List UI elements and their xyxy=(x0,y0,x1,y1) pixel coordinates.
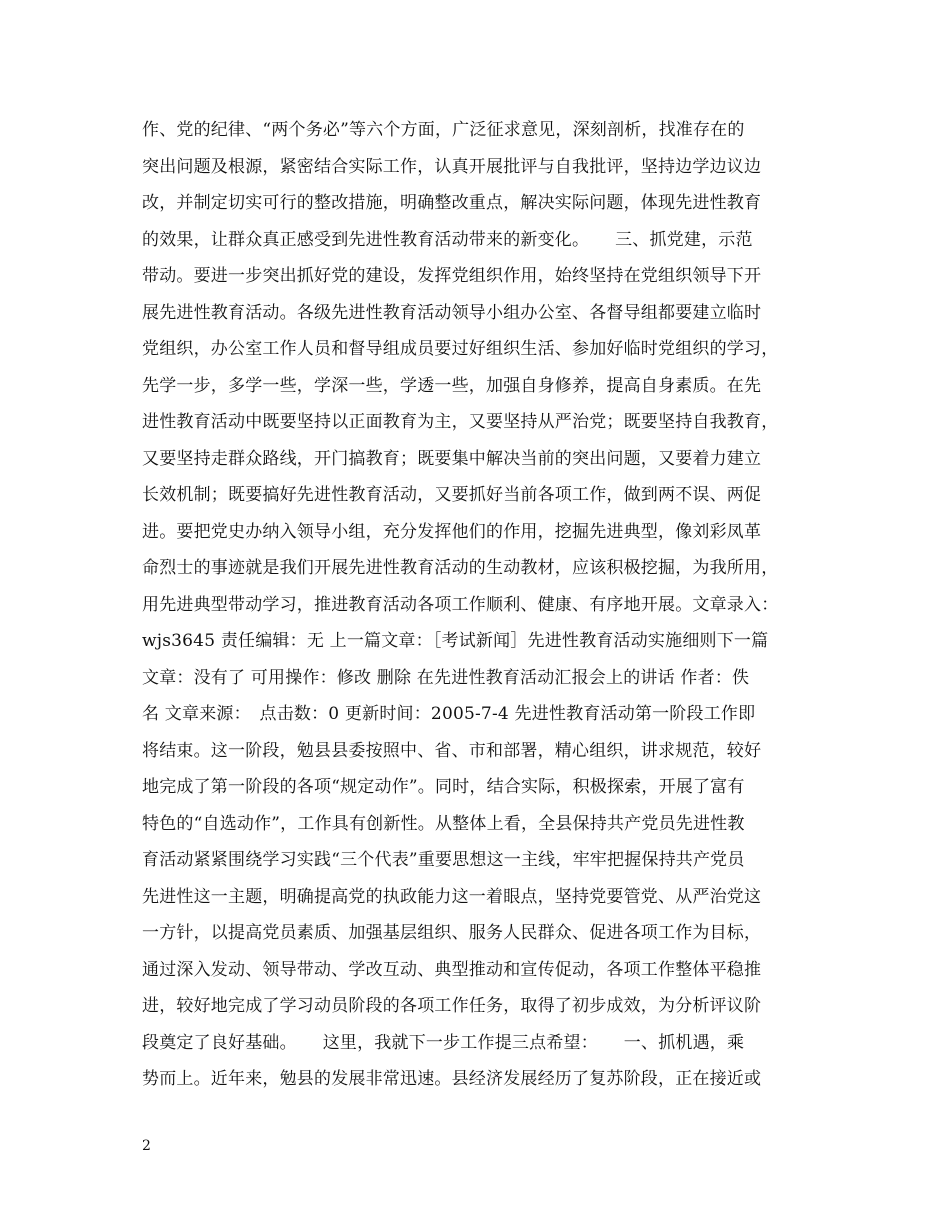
text-line: 先进性这一主题，明确提高党的执政能力这一着眼点，坚持党要管党、从严治党这 xyxy=(142,886,762,907)
text-line: 用先进典型带动学习，推进教育活动各项工作顺利、健康、有序地开展。文章录入： xyxy=(142,594,779,615)
text-line: 一方针，以提高党员素质、加强基层组织、服务人民群众、促进各项工作为目标， xyxy=(142,923,762,943)
text-line: 文章：没有了 可用操作：修改 删除 在先进性教育活动汇报会上的讲话 作者：佚 xyxy=(142,667,750,688)
text-line: 地完成了第一阶段的各项“规定动作”。同时，结合实际，积极探索，开展了富有 xyxy=(142,777,745,797)
page-number: 2 xyxy=(142,1138,151,1154)
text-line: 进性教育活动中既要坚持以正面教育为主，又要坚持从严治党；既要坚持自我教育， xyxy=(142,412,779,432)
text-line: 进。要把党史办纳入领导小组，充分发挥他们的作用，挖掘先进典型，像刘彩凤革 xyxy=(142,521,762,542)
text-line: 进，较好地完成了学习动员阶段的各项工作任务，取得了初步成效，为分析评议阶 xyxy=(142,996,762,1016)
text-line: 将结束。这一阶段，勉县县委按照中、省、市和部署，精心组织，讲求规范，较好 xyxy=(142,740,762,761)
text-line: 突出问题及根源，紧密结合实际工作，认真开展批评与自我批评，坚持边学边议边 xyxy=(142,156,762,177)
text-line: 命烈士的事迹就是我们开展先进性教育活动的生动教材，应该积极挖掘，为我所用， xyxy=(142,558,779,578)
text-line: 作、党的纪律、“两个务必”等六个方面，广泛征求意见，深刻剖析，找准存在的 xyxy=(142,120,745,140)
text-line: 先学一步，多学一些，学深一些，学透一些，加强自身修养，提高自身素质。在先 xyxy=(142,375,762,396)
text-line: 段奠定了良好基础。 这里，我就下一步工作提三点希望： 一、抓机遇，乘 xyxy=(142,1032,745,1053)
text-line: 党组织，办公室工作人员和督导组成员要过好组织生活、参加好临时党组织的学习， xyxy=(142,339,779,359)
text-line: 改，并制定切实可行的整改措施，明确整改重点，解决实际问题，体现先进性教育 xyxy=(142,193,762,213)
text-line: 势而上。近年来，勉县的发展非常迅速。县经济发展经历了复苏阶段，正在接近或 xyxy=(142,1069,762,1089)
text-line: 展先进性教育活动。各级先进性教育活动领导小组办公室、各督导组都要建立临时 xyxy=(142,302,762,323)
text-line: 育活动紧紧围绕学习实践“三个代表”重要思想这一主线，牢牢把握保持共产党员 xyxy=(142,850,745,870)
text-line: 带动。要进一步突出抓好党的建设，发挥党组织作用，始终坚持在党组织领导下开 xyxy=(142,266,762,286)
body-text xyxy=(142,112,832,1098)
text-line: wjs3645 责任编辑：无 上一篇文章：［考试新闻］先进性教育活动实施细则下一篇 xyxy=(142,631,769,651)
text-line: 的效果，让群众真正感受到先进性教育活动带来的新变化。 三、抓党建，示范 xyxy=(142,229,753,250)
text-line: 通过深入发动、领导带动、学改互动、典型推动和宣传促动，各项工作整体平稳推 xyxy=(142,959,762,980)
text-line: 长效机制；既要搞好先进性教育活动，又要抓好当前各项工作，做到两不误、两促 xyxy=(142,485,762,505)
text-line: 名 文章来源： 点击数：0 更新时间：2005-7-4 先进性教育活动第一阶段工作即 xyxy=(142,704,756,724)
text-line: 特色的“自选动作”，工作具有创新性。从整体上看，全县保持共产党员先进性教 xyxy=(142,813,745,834)
text-line: 又要坚持走群众路线，开门搞教育；既要集中解决当前的突出问题，又要着力建立 xyxy=(142,448,762,469)
